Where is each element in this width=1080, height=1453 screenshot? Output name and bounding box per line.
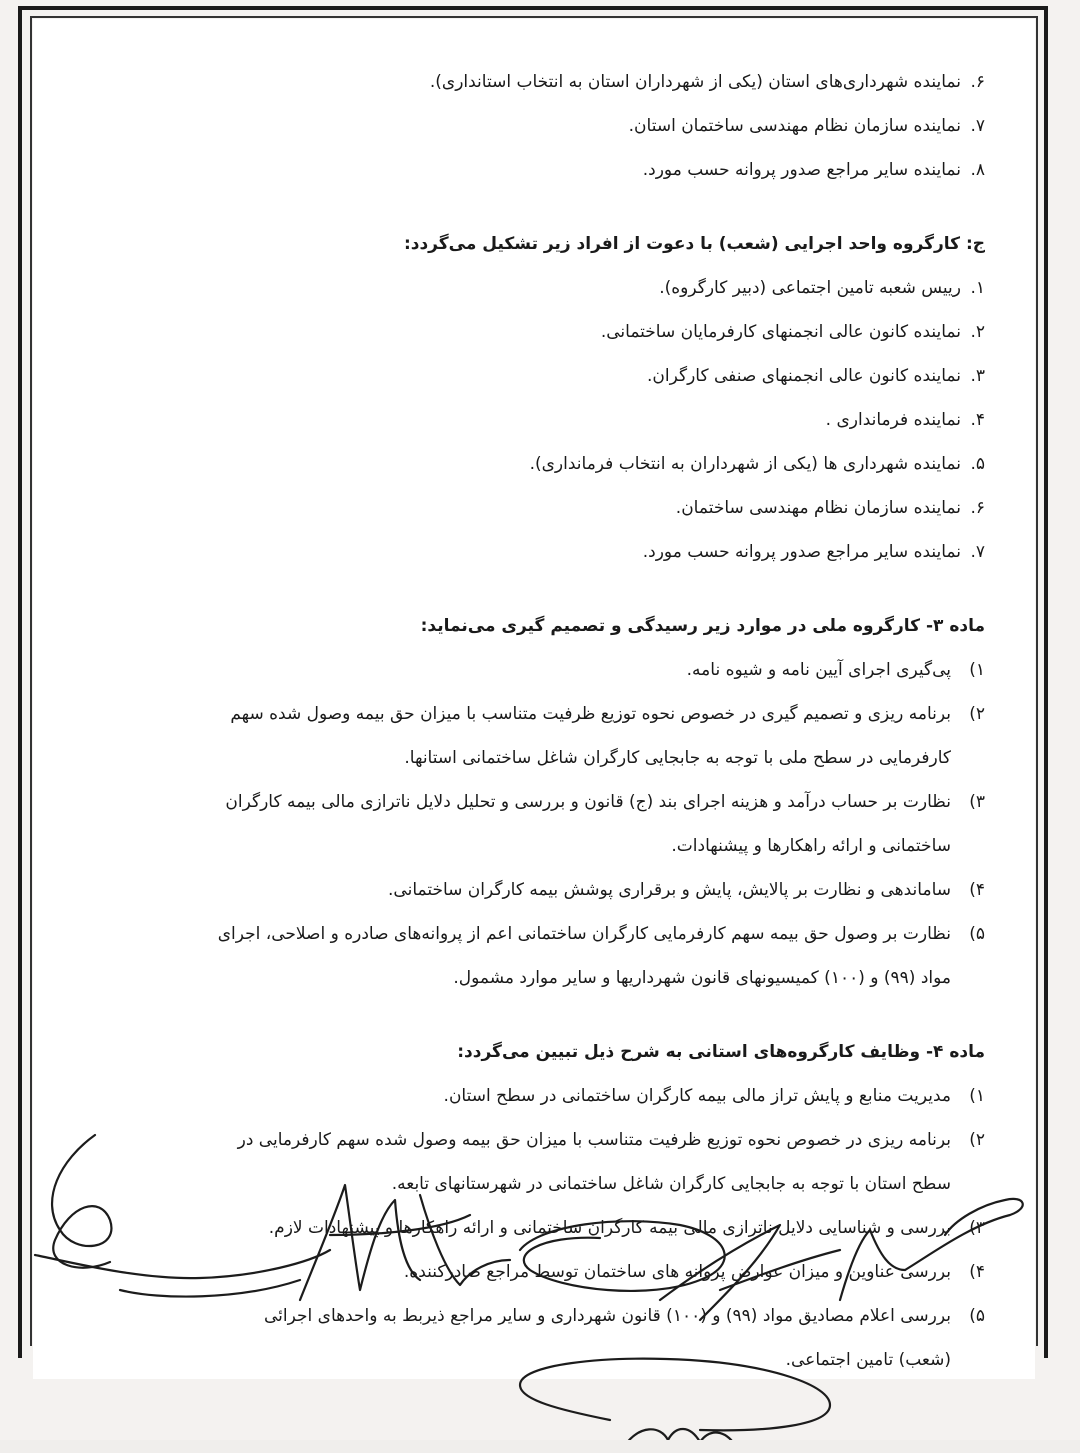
list-item: ۱.رییس شعبه تامین اجتماعی (دبیر کارگروه). — [659, 278, 985, 298]
list-item: ۶.نماینده سازمان نظام مهندسی ساختمان. — [675, 498, 985, 518]
list-item: ۳.نماینده کانون عالی انجمنهای صنفی کارگران. — [646, 366, 985, 386]
section-c-heading: ج: کارگروه واحد اجرایی (شعب) با دعوت از افراد زیر تشکیل می‌گردد: — [403, 234, 985, 254]
list-item-continuation: کارفرمایی در سطح ملی با توجه به جابجایی کارگران شاغل ساختمانی استانها. — [404, 748, 951, 768]
list-item: ۲)برنامه ریزی و تصمیم گیری در خصوص نحوه توزیع ظرفیت متناسب با میزان حق بیمه وصول شده سهم — [230, 704, 985, 724]
article-3 — [120, 604, 985, 1000]
list-item: ۷.نماینده سایر مراجع صدور پروانه حسب مورد. — [642, 542, 985, 562]
list-item-continuation: مواد (۹۹) و (۱۰۰) کمیسیونهای قانون شهرداریها و سایر موارد مشمول. — [453, 968, 951, 988]
list-item: ۵.نماینده شهرداری ها (یکی از شهرداران به انتخاب فرمانداری). — [529, 454, 985, 474]
list-item: ۱)مدیریت منابع و پایش تراز مالی بیمه کارگران ساختمانی در سطح استان. — [443, 1086, 985, 1106]
section-b-list — [120, 60, 985, 192]
list-item: ۴)ساماندهی و نظارت بر پالایش، پایش و برقراری پوشش بیمه کارگران ساختمانی. — [388, 880, 985, 900]
list-item: ۳)بررسی و شناسایی دلایل ناترازی مالی بیمه کارگران ساختمانی و ارائه راهکارها و پیشنهادات لازم. — [268, 1218, 985, 1238]
article-4 — [120, 1030, 985, 1382]
article-4-heading: ماده ۴- وظایف کارگروه‌های استانی به شرح ذیل تبیین می‌گردد: — [457, 1042, 985, 1062]
document-body — [120, 60, 985, 1382]
list-item: ۴)بررسی عناوین و میزان عوارض پروانه های ساختمان توسط مراجع صادرکننده. — [403, 1262, 985, 1282]
list-item: ۱)پی‌گیری اجرای آیین نامه و شیوه نامه. — [686, 660, 985, 680]
list-item: ۷.نماینده سازمان نظام مهندسی ساختمان استان. — [628, 116, 985, 136]
list-item-continuation: سطح استان با توجه به جابجایی کارگران شاغل ساختمانی در شهرستانهای تابعه. — [391, 1174, 951, 1194]
list-item-continuation: (شعب) تامین اجتماعی. — [785, 1350, 951, 1370]
list-item-continuation: ساختمانی و ارائه راهکارها و پیشنهادات. — [671, 836, 951, 856]
article-3-heading: ماده ۳- کارگروه ملی در موارد زیر رسیدگی و تصمیم گیری می‌نماید: — [420, 616, 985, 636]
list-item: ۵)بررسی اعلام مصادیق مواد (۹۹) و (۱۰۰) قانون شهرداری و سایر مراجع ذیربط به واحدهای اجرائی — [264, 1306, 985, 1326]
page-bottom-strip — [0, 1440, 1080, 1453]
list-item: ۲.نماینده کانون عالی انجمنهای کارفرمایان ساختمانی. — [600, 322, 985, 342]
list-item: ۶.نماینده شهرداری‌های استان (یکی از شهرداران استان به انتخاب استانداری). — [429, 72, 985, 92]
list-item: ۳)نظارت بر حساب درآمد و هزینه اجرای بند (ج) قانون و بررسی و تحلیل دلایل ناترازی مالی بیمه کارگران — [225, 792, 985, 812]
list-item: ۵)نظارت بر وصول حق بیمه سهم کارفرمایی کارگران ساختمانی اعم از پروانه‌های صادره و اصلاحی، اجرای — [217, 924, 985, 944]
list-item: ۸.نماینده سایر مراجع صدور پروانه حسب مورد. — [642, 160, 985, 180]
list-item: ۴.نماینده فرمانداری . — [825, 410, 985, 430]
list-item: ۲)برنامه ریزی در خصوص نحوه توزیع ظرفیت متناسب با میزان حق بیمه وصول شده سهم کارفرمایی در — [237, 1130, 985, 1150]
section-c — [120, 222, 985, 574]
